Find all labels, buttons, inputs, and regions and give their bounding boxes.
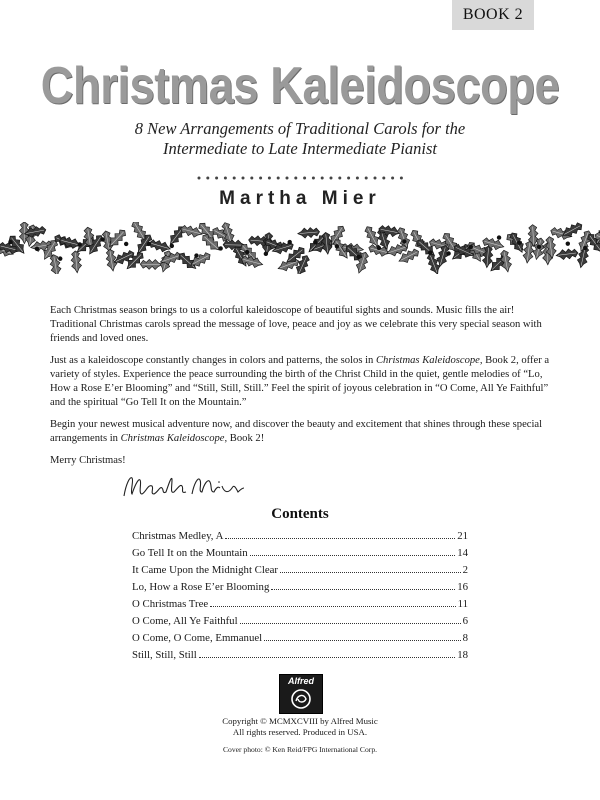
contents-entry — [132, 581, 468, 598]
alfred-logo: Alfred — [279, 674, 323, 714]
subtitle-line-2: Intermediate to Late Intermediate Pianist — [162, 139, 438, 158]
contents-entry-page: 21 — [457, 530, 468, 542]
contents-entry — [132, 615, 468, 632]
contents-entry — [132, 598, 468, 615]
dot-leader — [225, 538, 455, 539]
contents-heading: Contents — [271, 506, 329, 522]
intro-paragraph-3: Begin your newest musical adventure now, and discover the beauty and excitement that shines through these special arrangements in Christmas Kaleidoscope, Book 2! — [50, 419, 543, 444]
dot-leader — [240, 623, 461, 624]
subtitle-line-1: 8 New Arrangements of Traditional Carols for the — [134, 119, 466, 138]
dot-leader — [280, 572, 461, 573]
contents-entry-page: 8 — [462, 632, 468, 644]
dot-leader — [210, 606, 455, 607]
contents-entry-page: 16 — [457, 581, 468, 593]
dot-leader — [250, 555, 456, 556]
contents-entry-page: 14 — [457, 547, 468, 559]
dot-leader — [271, 589, 455, 590]
contents-entry — [132, 530, 468, 547]
contents-entry-title: O Christmas Tree — [132, 598, 209, 610]
book-number-tab: BOOK 2 — [452, 0, 534, 30]
contents-entry-page: 2 — [462, 564, 468, 576]
cover-photo-credit: Cover photo: © Ken Reid/FPG International Corp. — [222, 745, 378, 754]
dot-leader — [199, 657, 455, 658]
contents-entry-title: O Come, O Come, Emmanuel — [132, 632, 263, 644]
subtitle — [0, 119, 600, 159]
closing-greeting: Merry Christmas! — [50, 455, 126, 466]
copyright-notice: Copyright © MCMXCVIII by Alfred Music All rights reserved. Produced in USA. — [222, 716, 378, 737]
intro-paragraph-2: Just as a kaleidoscope constantly changes in colors and patterns, the solos in Christmas Kaleidoscope, Book 2, offer a variety of styles. Experience the peace surrounding the birth of the Christ Child in the quiet, gentle melodies of “Lo, How a Rose E’er Blooming” and “Still, Still, Still.” Feel the spirit of joyous celebration in “O Come, All Ye Faithful” and the spiritual “Go Tell It on the Mountain.” — [50, 355, 550, 408]
contents-entry-title: It Came Upon the Midnight Clear — [132, 564, 279, 576]
dot-leader — [264, 640, 460, 641]
contents-entry-page: 18 — [457, 649, 468, 661]
contents-entry-page: 11 — [457, 598, 468, 610]
contents-entry-title: Go Tell It on the Mountain — [132, 547, 248, 559]
holly-garland-icon — [0, 222, 600, 274]
contents-entry-page: 6 — [462, 615, 468, 627]
contents-entry — [132, 632, 468, 649]
author-name: Martha Mier — [219, 188, 381, 209]
contents-entry-title: Still, Still, Still — [132, 649, 197, 661]
contents-entry — [132, 547, 468, 564]
contents-entry-title: Christmas Medley, A — [132, 530, 224, 542]
contents-entry-title: Lo, How a Rose E’er Blooming — [132, 581, 270, 593]
contents-entry — [132, 649, 468, 666]
contents-entry — [132, 564, 468, 581]
table-of-contents — [132, 530, 468, 666]
contents-entry-title: O Come, All Ye Faithful — [132, 615, 238, 627]
intro-paragraph-1: Each Christmas season brings to us a colorful kaleidoscope of beautiful sights and sounds. Music fills the air! Traditional Christmas carols spread the message of love, peace and joy as we celebrate this very special season with friends and loved ones. — [50, 305, 542, 344]
book-title: Christmas Kaleidoscope — [40, 57, 560, 115]
handwritten-signature — [118, 466, 248, 506]
dotted-divider — [196, 174, 406, 182]
introduction — [50, 304, 562, 476]
